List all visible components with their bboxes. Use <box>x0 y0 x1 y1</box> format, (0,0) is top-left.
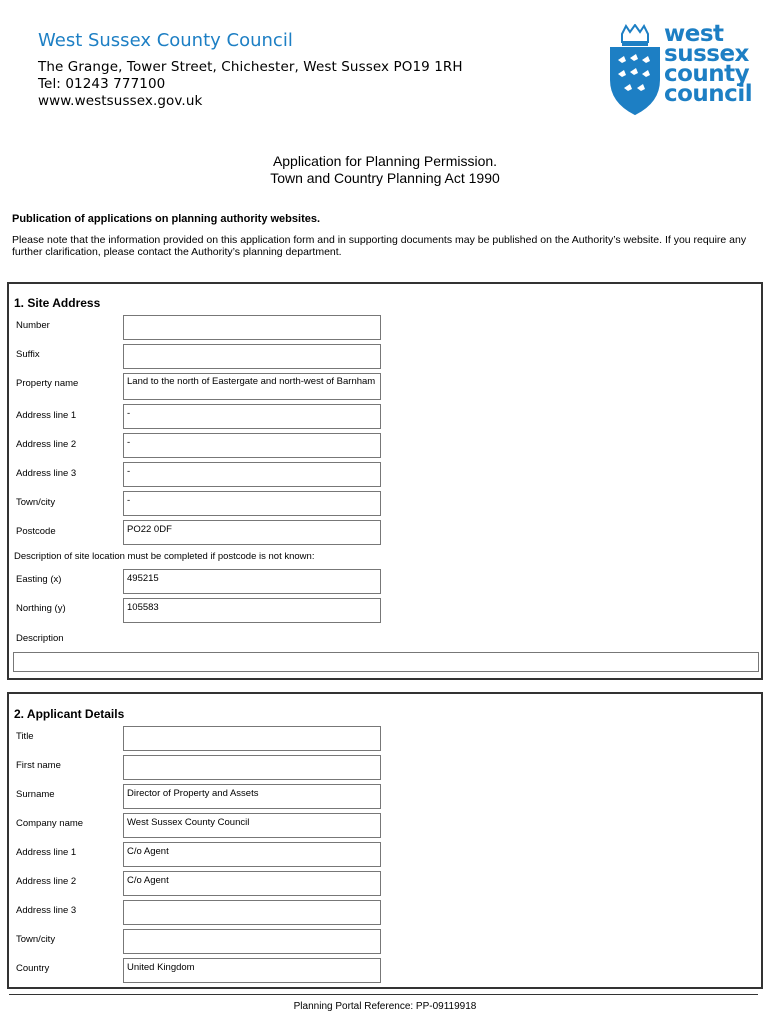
applicant-town-label: Town/city <box>16 934 56 945</box>
country-field[interactable]: United Kingdom <box>123 958 381 983</box>
section-title: 1. Site Address <box>14 296 101 310</box>
address-line-1-label: Address line 1 <box>16 410 77 421</box>
company-name-label: Company name <box>16 818 84 829</box>
site-address-section <box>7 282 763 680</box>
address-line-2-label: Address line 2 <box>16 439 77 450</box>
footer-divider <box>9 994 758 995</box>
publication-heading: Publication of applications on planning authority websites. <box>12 213 321 225</box>
first-name-field[interactable] <box>123 755 381 780</box>
applicant-address-line-2-field[interactable]: C/o Agent <box>123 871 381 896</box>
council-logo <box>608 21 758 116</box>
applicant-town-field[interactable] <box>123 929 381 954</box>
section-title: 2. Applicant Details <box>14 707 125 721</box>
suffix-label: Suffix <box>16 349 40 360</box>
description-label: Description <box>16 633 64 644</box>
property-name-field[interactable]: Land to the north of Eastergate and north-west of Barnham <box>123 373 381 400</box>
postcode-field[interactable]: PO22 0DF <box>123 520 381 545</box>
postcode-label: Postcode <box>16 526 56 537</box>
easting-label: Easting (x) <box>16 574 62 585</box>
country-label: Country <box>16 963 50 974</box>
council-telephone: Tel: 01243 777100 <box>38 76 166 92</box>
address-line-3-label: Address line 3 <box>16 468 77 479</box>
easting-field[interactable]: 495215 <box>123 569 381 594</box>
first-name-label: First name <box>16 760 61 771</box>
surname-label: Surname <box>16 789 55 800</box>
town-label: Town/city <box>16 497 56 508</box>
form-title: Application for Planning Permission. <box>272 153 498 169</box>
title-label: Title <box>16 731 34 742</box>
applicant-address-line-1-field[interactable]: C/o Agent <box>123 842 381 867</box>
town-field[interactable]: - <box>123 491 381 516</box>
portal-reference: Planning Portal Reference: PP-09119918 <box>293 1001 477 1012</box>
northing-field[interactable]: 105583 <box>123 598 381 623</box>
council-website: www.westsussex.gov.uk <box>38 93 203 109</box>
title-field[interactable] <box>123 726 381 751</box>
number-label: Number <box>16 320 50 331</box>
council-name: West Sussex County Council <box>38 30 293 51</box>
crest-shield-icon <box>608 24 662 116</box>
address-line-1-field[interactable]: - <box>123 404 381 429</box>
applicant-address-line-3-label: Address line 3 <box>16 905 77 916</box>
publication-note: Please note that the information provided on this application form and in supporting documents may be published on the Authority’s website. If you require any further clarification, please contact the Authority’s planning department. <box>12 234 747 258</box>
logo-text-west: west <box>664 21 724 47</box>
applicant-address-line-3-field[interactable] <box>123 900 381 925</box>
surname-field[interactable]: Director of Property and Assets <box>123 784 381 809</box>
company-name-field[interactable]: West Sussex County Council <box>123 813 381 838</box>
location-note: Description of site location must be completed if postcode is not known: <box>14 551 315 562</box>
logo-text-county: county <box>664 61 750 87</box>
logo-text-council: council <box>664 81 753 107</box>
address-line-2-field[interactable]: - <box>123 433 381 458</box>
applicant-address-line-2-label: Address line 2 <box>16 876 77 887</box>
council-address: The Grange, Tower Street, Chichester, West Sussex PO19 1RH <box>38 59 463 75</box>
applicant-address-line-1-label: Address line 1 <box>16 847 77 858</box>
applicant-details-section <box>7 692 763 989</box>
description-field[interactable] <box>13 652 759 672</box>
address-line-3-field[interactable]: - <box>123 462 381 487</box>
northing-label: Northing (y) <box>16 603 66 614</box>
suffix-field[interactable] <box>123 344 381 369</box>
form-subtitle: Town and Country Planning Act 1990 <box>270 170 500 186</box>
number-field[interactable] <box>123 315 381 340</box>
property-name-label: Property name <box>16 378 79 389</box>
logo-text-sussex: sussex <box>664 41 749 67</box>
